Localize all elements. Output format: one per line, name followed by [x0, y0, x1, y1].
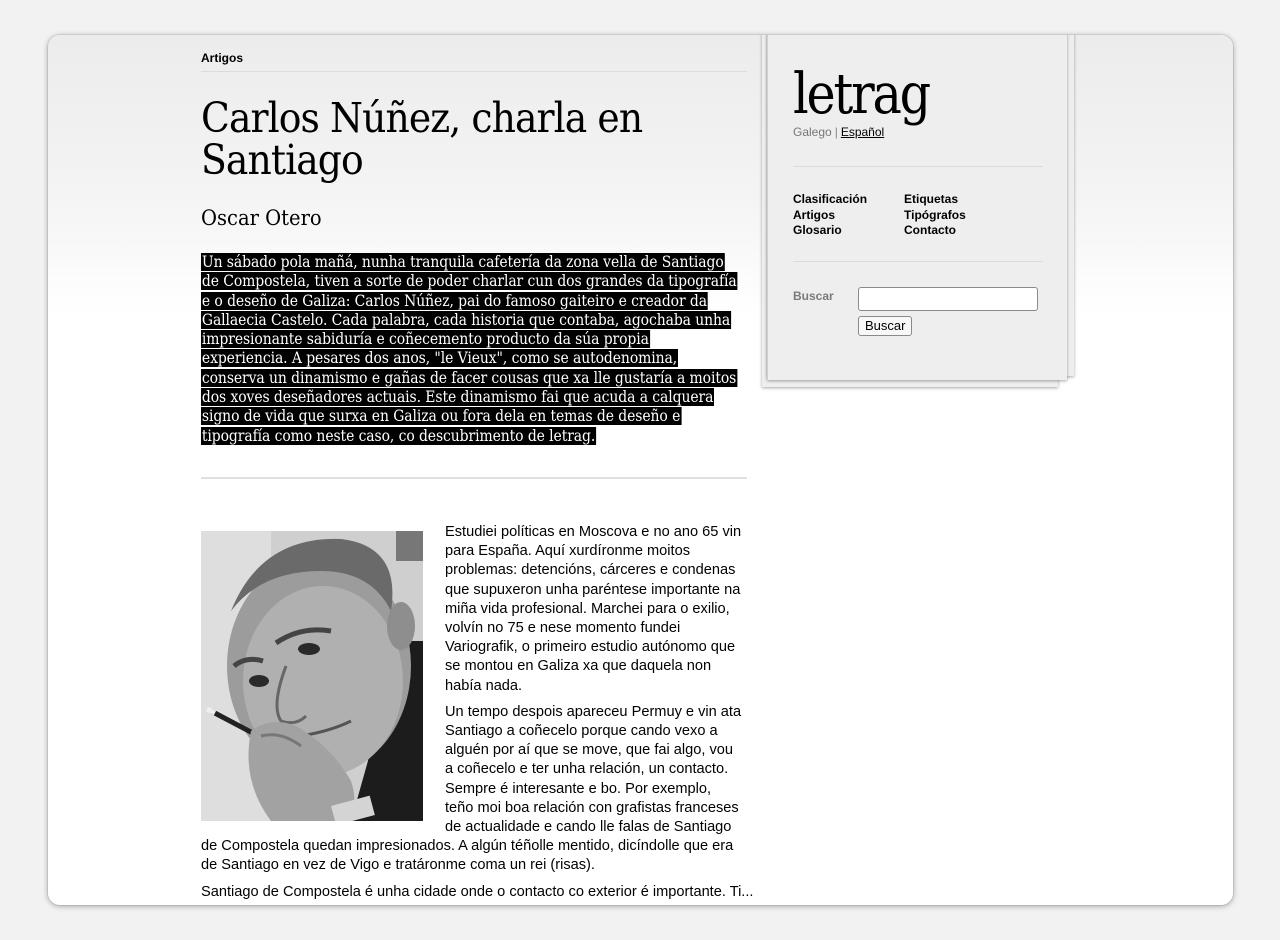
section-link-artigos[interactable]: Artigos	[201, 51, 243, 65]
article-title-line: Santiago	[201, 136, 363, 184]
paragraph-line: Santiago de Compostela é unha cidade onde o contacto co exterior é importante. Ti...	[201, 883, 754, 900]
article-title-line: Carlos Núñez, charla en	[201, 94, 643, 142]
paragraph-line: para España. Aquí xurdíronme moitos	[445, 543, 690, 560]
paragraph-line: miña vida profesional. Marchei para o exilio,	[445, 600, 730, 617]
article-author: Oscar Otero	[201, 206, 322, 230]
article-body	[201, 523, 754, 905]
paragraph-line: había nada.	[445, 677, 523, 694]
nav-item-tipografos[interactable]: Tipógrafos	[904, 207, 966, 222]
paragraph-line: problemas: detencións, cárceres e condenas	[445, 562, 736, 579]
paragraph-line: a coñecelo e ter unha relación, un contacto.	[445, 761, 729, 778]
article-paragraph	[201, 883, 754, 902]
article-paragraph	[201, 703, 747, 876]
intro-line: signo de vida que surxa en Galiza ou fora dela en temas de deseño e	[201, 407, 681, 426]
nav-item-clasificacion[interactable]: Clasificación	[793, 192, 868, 206]
paragraph-line: alguén por aí que se move, que fai algo, vou	[445, 742, 734, 759]
paragraph-line: Sempre é interesante e bo. Por exemplo,	[445, 780, 712, 797]
intro-line: e o deseño de Galiza: Carlos Núñez, pai do famoso gaiteiro e creador da	[201, 291, 707, 310]
intro-line: dos xoves deseñadores actuais. Este dinamismo fai que acuda a calquera	[201, 388, 714, 407]
article-title	[201, 94, 753, 184]
intro-line: impresionante sabiduría e coñecemento producto da súa propia	[201, 330, 649, 349]
paragraph-line: Variografik, o primeiro estudio autónomo que	[445, 639, 736, 656]
site-logo[interactable]: letrag	[793, 62, 930, 127]
search-input[interactable]	[858, 287, 1038, 311]
intro-line: de Compostela, tiven a sorte de poder charlar cun dos grandes da tipografía	[201, 272, 737, 291]
article-paragraph	[201, 523, 747, 696]
sidebar-divider	[793, 261, 1043, 262]
section-divider	[201, 71, 747, 72]
browser-window	[48, 35, 1233, 905]
intro-line: tipografía como neste caso, co descubrimento de letrag.	[201, 426, 596, 445]
paragraph-line: Un tempo despois apareceu Permuy e vin ata	[445, 703, 742, 720]
intro-divider	[201, 477, 747, 479]
language-switcher	[793, 125, 884, 139]
nav-item-artigos[interactable]: Artigos	[793, 207, 835, 222]
sidebar-divider	[793, 166, 1043, 167]
paragraph-line: de Compostela quedan impresionados. A algún téñolle mentido, dicíndolle que era	[201, 838, 734, 855]
paragraph-line: de actualidade e cando lle falas de Santiago	[445, 819, 732, 836]
paragraph-line: teño moi boa relación con grafistas franceses	[445, 799, 739, 816]
language-separator: |	[834, 125, 838, 139]
language-link-espanol[interactable]: Español	[840, 125, 885, 139]
intro-line: conserva un dinamismo e gañas de facer cousas que xa lle gustaría a moitos	[201, 368, 737, 387]
intro-line: experiencia. A pesares dos anos, "le Vieux", como se autodenomina,	[201, 349, 678, 368]
paragraph-line: Santiago a coñecelo porque cando vexo a	[445, 723, 718, 740]
search-label: Buscar	[793, 289, 834, 303]
intro-line: Gallaecia Castelo. Cada palabra, cada historia que contaba, agochaba unha	[201, 310, 731, 329]
paragraph-line: Estudiei políticas en Moscova e no ano 65 vin	[445, 524, 742, 540]
search-button[interactable]: Buscar	[858, 316, 912, 336]
paragraph-line: que supuxeron unha paréntese importante na	[445, 581, 741, 598]
intro-line: Un sábado pola mañá, nunha tranquila cafetería da zona vella de Santiago	[201, 253, 724, 271]
nav-item-etiquetas[interactable]: Etiquetas	[904, 192, 959, 206]
nav-item-glosario[interactable]: Glosario	[793, 223, 842, 237]
paragraph-line: se montou en Galiza xa que daquela non	[445, 658, 712, 675]
nav-item-contacto[interactable]: Contacto	[904, 223, 956, 237]
language-current: Galego	[793, 125, 832, 139]
sidebar-nav	[793, 192, 1024, 239]
article-intro-selected[interactable]	[201, 253, 741, 446]
paragraph-line: volvín no 75 e nese momento fundei	[445, 620, 681, 637]
paragraph-line: de Santiago en vez de Vigo e tratáronme coma un rei (risas).	[201, 857, 595, 874]
